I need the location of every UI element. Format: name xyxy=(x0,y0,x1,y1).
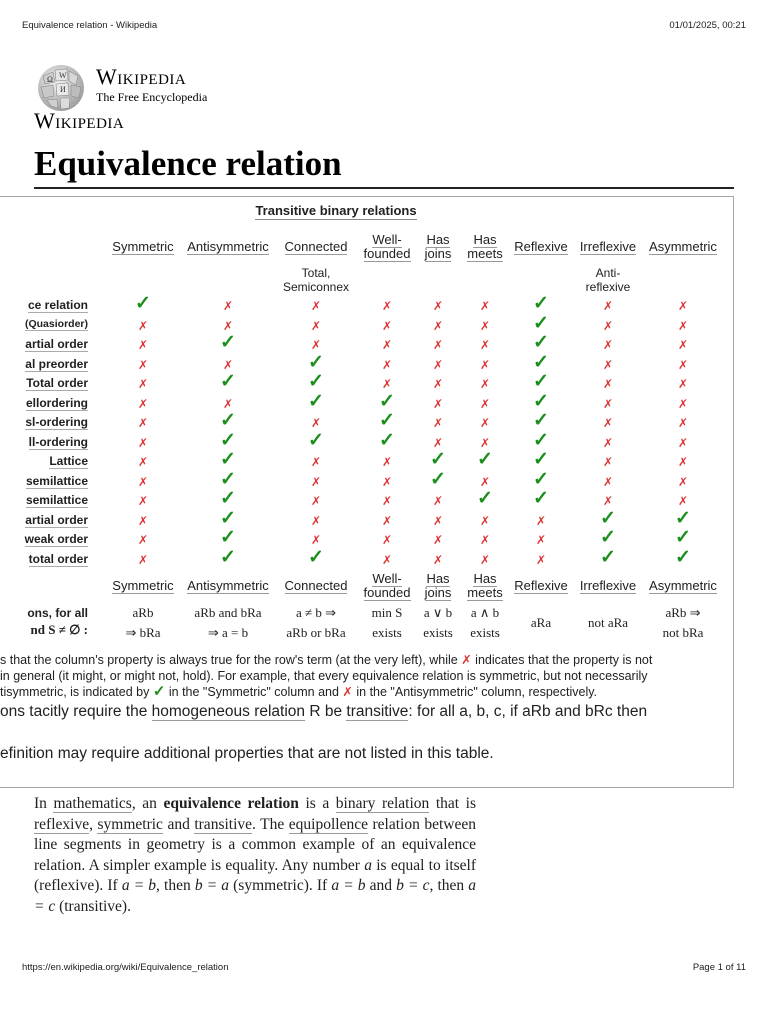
cross-icon: ✗ xyxy=(310,494,322,508)
check-icon: ✓ xyxy=(379,410,395,431)
row-label[interactable]: semilattice xyxy=(25,493,88,507)
cross-icon: ✗ xyxy=(432,396,444,411)
check-icon: ✓ xyxy=(533,371,549,392)
title-divider xyxy=(34,187,734,189)
check-icon: ✓ xyxy=(675,546,691,568)
definition-cell xyxy=(511,615,571,631)
definition-line: aRb or bRa xyxy=(286,625,346,640)
wikipedia-wordmark-alt: Wikipedia xyxy=(34,108,125,133)
check-icon: ✓ xyxy=(379,390,395,412)
check-icon: ✓ xyxy=(675,507,691,529)
cross-icon: ✗ xyxy=(602,494,614,508)
cross-icon: ✗ xyxy=(677,299,689,313)
cross-icon: ✗ xyxy=(432,357,444,372)
check-icon: ✓ xyxy=(533,293,549,314)
check-icon: ✓ xyxy=(533,410,549,431)
row-label[interactable]: total order xyxy=(28,551,88,566)
cross-icon: ✗ xyxy=(602,435,614,450)
cross-icon: ✗ xyxy=(479,299,491,313)
definition-line: min S xyxy=(371,605,403,620)
definition-cell xyxy=(645,605,721,641)
definition-line: exists xyxy=(423,625,453,640)
transitive-relations-navbox xyxy=(0,196,734,788)
cross-icon: ✗ xyxy=(310,533,322,547)
cross-icon: ✗ xyxy=(479,474,491,489)
definition-cell xyxy=(362,605,412,641)
row-label[interactable]: sl-ordering xyxy=(25,415,88,429)
col-header-antisymmetric[interactable]: Antisymmetric xyxy=(187,239,269,254)
definitions-label-line1: ons, for all xyxy=(27,606,88,620)
equipollence-link[interactable]: equipollence xyxy=(288,815,368,833)
check-icon: ✓ xyxy=(533,468,549,490)
check-icon: ✓ xyxy=(533,312,549,334)
cross-icon: ✗ xyxy=(381,552,393,567)
definition-line: not aRa xyxy=(587,615,629,630)
row-label[interactable]: Lattice xyxy=(49,454,88,468)
cross-icon: ✗ xyxy=(602,318,614,333)
wikipedia-wordmark: Wikipedia xyxy=(96,64,187,89)
col-footer-symmetric[interactable]: Symmetric xyxy=(112,578,174,593)
check-icon: ✓ xyxy=(220,410,236,431)
definition-line: not bRa xyxy=(662,625,704,640)
col-footer-well-founded[interactable]: Well-founded xyxy=(363,571,411,600)
cross-icon: ✗ xyxy=(479,552,491,567)
cross-icon: ✗ xyxy=(479,318,491,333)
row-label[interactable]: artial order xyxy=(25,512,88,527)
col-header-well-founded[interactable]: Well-founded xyxy=(363,232,411,261)
cross-icon: ✗ xyxy=(381,299,393,313)
cross-icon: ✗ xyxy=(310,318,322,333)
definition-line: exists xyxy=(470,625,500,640)
symmetric-link[interactable]: symmetric xyxy=(97,815,163,833)
cross-icon: ✗ xyxy=(381,533,393,547)
col-footer-reflexive[interactable]: Reflexive xyxy=(514,578,568,593)
check-icon: ✓ xyxy=(220,507,236,529)
cross-icon: ✗ xyxy=(137,377,149,391)
cross-icon: ✗ xyxy=(479,338,491,352)
svg-text:И: И xyxy=(60,85,66,94)
print-footer xyxy=(22,962,746,976)
cross-icon: ✗ xyxy=(432,552,444,567)
cross-icon: ✗ xyxy=(432,435,444,450)
irreflexive-synonyms: Anti-reflexive xyxy=(585,266,631,294)
check-icon: ✓ xyxy=(308,351,324,373)
row-label[interactable]: Total order xyxy=(26,376,88,390)
check-icon: ✓ xyxy=(135,293,151,314)
cross-icon: ✗ xyxy=(602,416,614,430)
check-icon: ✓ xyxy=(152,683,166,700)
check-icon: ✓ xyxy=(600,527,616,548)
cross-icon: ✗ xyxy=(137,435,149,450)
cross-icon: ✗ xyxy=(677,474,689,489)
cross-icon: ✗ xyxy=(222,396,234,411)
check-icon: ✓ xyxy=(675,527,691,548)
cross-icon: ✗ xyxy=(381,357,393,372)
check-icon: ✓ xyxy=(533,429,549,451)
cross-icon: ✗ xyxy=(677,455,689,469)
reflexive-link[interactable]: reflexive xyxy=(34,815,90,833)
cross-icon: ✗ xyxy=(222,357,234,372)
definition-line: a ∧ b xyxy=(470,605,500,620)
definition-cell xyxy=(113,605,173,641)
cross-icon: ✗ xyxy=(602,299,614,313)
cross-icon: ✗ xyxy=(381,494,393,508)
cross-icon: ✗ xyxy=(137,357,149,372)
check-icon: ✓ xyxy=(533,390,549,412)
col-header-connected[interactable]: Connected xyxy=(284,239,348,254)
cross-icon: ✗ xyxy=(137,513,149,528)
check-icon: ✓ xyxy=(477,449,493,470)
print-header-title: Equivalence relation - Wikipedia xyxy=(22,20,158,31)
legend-text: in general (it might, or might not, hold). For example, that every equivalence relation is symmetric, but not necessarily xyxy=(0,669,648,683)
cross-icon: ✗ xyxy=(677,377,689,391)
check-icon: ✓ xyxy=(308,390,324,412)
cross-icon: ✗ xyxy=(432,377,444,391)
cross-icon: ✗ xyxy=(342,685,353,699)
check-icon: ✓ xyxy=(533,351,549,373)
cross-icon: ✗ xyxy=(677,338,689,352)
intro-paragraph: In mathematics, an equivalence relation is a binary relation that is reflexive, symmetric and transitive. The equipollence relation between line segments in geometry is a common example of an equivalence relation. A simpler example is equality. Any number a is equal to itself (reflexive). If a = b, then b = a (symmetric). If a = b and b = c, then a = c (transitive). xyxy=(34,795,477,915)
col-header-symmetric[interactable]: Symmetric xyxy=(112,239,174,254)
cross-icon: ✗ xyxy=(432,318,444,333)
definition-cell xyxy=(188,605,268,641)
col-footer-has-joins[interactable]: Has joins xyxy=(424,571,452,600)
navbox-note-transitive: ons tacitly require the homogeneous relation R be transitive: for all a, b, c, if aRb and bRc then xyxy=(0,703,648,720)
col-header-irreflexive[interactable]: Irreflexive xyxy=(579,239,637,254)
svg-text:Ω: Ω xyxy=(47,75,53,84)
cross-icon: ✗ xyxy=(137,494,149,508)
cross-icon: ✗ xyxy=(602,357,614,372)
cross-icon: ✗ xyxy=(602,396,614,411)
cross-icon: ✗ xyxy=(602,474,614,489)
check-icon: ✓ xyxy=(220,546,236,568)
cross-icon: ✗ xyxy=(535,533,547,547)
check-icon: ✓ xyxy=(220,527,236,548)
row-label[interactable]: al preorder xyxy=(25,356,88,371)
row-label[interactable]: artial order xyxy=(25,337,88,351)
definition-line: aRb ⇒ xyxy=(665,605,701,620)
check-icon: ✓ xyxy=(220,429,236,451)
binary-relation-link[interactable]: binary relation xyxy=(335,795,430,812)
cross-icon: ✗ xyxy=(432,533,444,547)
transitive-link[interactable]: transitive xyxy=(194,815,253,833)
row-label[interactable]: ellordering xyxy=(25,395,88,410)
definition-line: aRb and bRa xyxy=(194,605,262,620)
cross-icon: ✗ xyxy=(222,299,234,313)
check-icon: ✓ xyxy=(533,449,549,470)
row-label[interactable]: (Quasiorder) xyxy=(24,317,88,330)
cross-icon: ✗ xyxy=(479,396,491,411)
check-icon: ✓ xyxy=(477,488,493,509)
cross-icon: ✗ xyxy=(479,377,491,391)
cross-icon: ✗ xyxy=(222,318,234,333)
cross-icon: ✗ xyxy=(310,474,322,489)
cross-icon: ✗ xyxy=(432,513,444,528)
check-icon: ✓ xyxy=(533,332,549,353)
cross-icon: ✗ xyxy=(432,416,444,430)
cross-icon: ✗ xyxy=(602,455,614,469)
transitive-link[interactable]: transitive xyxy=(346,703,409,720)
legend-text: tisymmetric, is indicated by xyxy=(0,685,153,699)
check-icon: ✓ xyxy=(220,449,236,470)
cross-icon: ✗ xyxy=(137,416,149,430)
definitions-label-line2: nd S ≠ ∅ : xyxy=(30,622,88,637)
cross-icon: ✗ xyxy=(677,357,689,372)
row-label[interactable]: ll-ordering xyxy=(28,434,88,449)
cross-icon: ✗ xyxy=(432,299,444,313)
col-header-asymmetric[interactable]: Asymmetric xyxy=(649,239,717,254)
check-icon: ✓ xyxy=(308,429,324,451)
row-label[interactable]: weak order xyxy=(24,532,88,546)
definition-line: a ∨ b xyxy=(423,605,453,620)
cross-icon: ✗ xyxy=(137,338,149,352)
mathematics-link[interactable]: mathematics xyxy=(53,795,132,812)
check-icon: ✓ xyxy=(220,371,236,392)
check-icon: ✓ xyxy=(430,468,446,490)
cross-icon: ✗ xyxy=(479,416,491,430)
wikipedia-tagline: The Free Encyclopedia xyxy=(96,90,208,104)
cross-icon: ✗ xyxy=(381,455,393,469)
cross-icon: ✗ xyxy=(381,474,393,489)
definition-line: a ≠ b ⇒ xyxy=(295,605,337,620)
navbox-title[interactable]: Transitive binary relations xyxy=(255,203,417,218)
cross-icon: ✗ xyxy=(432,338,444,352)
definition-line: ⇒ a = b xyxy=(207,625,249,640)
cross-icon: ✗ xyxy=(310,513,322,528)
definition-line: aRa xyxy=(530,615,552,630)
legend-text: s that the column's property is always true for the row's term (at the very left), while xyxy=(0,653,462,667)
check-icon: ✓ xyxy=(430,449,446,470)
col-footer-antisymmetric[interactable]: Antisymmetric xyxy=(187,578,269,593)
definition-line: exists xyxy=(372,625,402,640)
print-header-date: 01/01/2025, 00:21 xyxy=(669,20,746,31)
print-footer-page: Page 1 of 11 xyxy=(692,962,746,973)
cross-icon: ✗ xyxy=(310,455,322,469)
cross-icon: ✗ xyxy=(137,474,149,489)
check-icon: ✓ xyxy=(220,488,236,509)
cross-icon: ✗ xyxy=(461,653,472,667)
cross-icon: ✗ xyxy=(137,318,149,333)
definition-line: aRb xyxy=(132,605,154,620)
cross-icon: ✗ xyxy=(381,513,393,528)
definition-cell xyxy=(576,615,640,631)
cross-icon: ✗ xyxy=(137,533,149,547)
definition-line: ⇒ bRa xyxy=(125,625,161,640)
cross-icon: ✗ xyxy=(137,552,149,567)
cross-icon: ✗ xyxy=(602,338,614,352)
cross-icon: ✗ xyxy=(310,338,322,352)
cross-icon: ✗ xyxy=(677,396,689,411)
row-label[interactable]: semilattice xyxy=(25,473,88,488)
print-footer-url: https://en.wikipedia.org/wiki/Equivalence_relation xyxy=(22,962,229,973)
col-footer-connected[interactable]: Connected xyxy=(284,578,348,593)
cross-icon: ✗ xyxy=(432,494,444,508)
navbox-note-additional: efinition may require additional properties that are not listed in this table. xyxy=(0,745,494,762)
definition-cell xyxy=(418,605,458,641)
svg-text:W: W xyxy=(59,71,67,80)
connected-synonyms: Total, Semiconnex xyxy=(282,266,350,294)
print-header xyxy=(22,20,746,34)
check-icon: ✓ xyxy=(600,546,616,568)
check-icon: ✓ xyxy=(220,468,236,490)
cross-icon: ✗ xyxy=(381,318,393,333)
col-footer-asymmetric[interactable]: Asymmetric xyxy=(649,578,717,593)
cross-icon: ✗ xyxy=(479,533,491,547)
wikipedia-globe-icon[interactable] xyxy=(33,62,89,112)
check-icon: ✓ xyxy=(600,507,616,529)
col-header-has-joins[interactable]: Has joins xyxy=(424,232,452,261)
cross-icon: ✗ xyxy=(677,494,689,508)
cross-icon: ✗ xyxy=(381,377,393,391)
cross-icon: ✗ xyxy=(310,416,322,430)
check-icon: ✓ xyxy=(308,546,324,568)
cross-icon: ✗ xyxy=(310,299,322,313)
bold-term: equivalence relation xyxy=(163,795,299,812)
col-footer-irreflexive[interactable]: Irreflexive xyxy=(579,578,637,593)
definition-cell xyxy=(276,605,356,641)
cross-icon: ✗ xyxy=(677,435,689,450)
legend-text: indicates that the property is not xyxy=(471,653,653,667)
cross-icon: ✗ xyxy=(479,513,491,528)
cross-icon: ✗ xyxy=(381,338,393,352)
col-footer-has-meets[interactable]: Has meets xyxy=(467,571,503,600)
row-label[interactable]: ce relation xyxy=(27,298,88,312)
check-icon: ✓ xyxy=(379,429,395,451)
cross-icon: ✗ xyxy=(479,357,491,372)
page-title: Equivalence relation xyxy=(34,144,342,183)
cross-icon: ✗ xyxy=(137,396,149,411)
cross-icon: ✗ xyxy=(677,318,689,333)
cross-icon: ✗ xyxy=(535,552,547,567)
definition-cell xyxy=(464,605,506,641)
check-icon: ✓ xyxy=(308,371,324,392)
cross-icon: ✗ xyxy=(602,377,614,391)
legend-text: in the "Antisymmetric" column, respectively. xyxy=(352,685,598,699)
homogeneous-relation-link[interactable]: homogeneous relation xyxy=(151,703,306,720)
cross-icon: ✗ xyxy=(479,435,491,450)
check-icon: ✓ xyxy=(533,488,549,509)
cross-icon: ✗ xyxy=(137,455,149,469)
legend-text: in the "Symmetric" column and xyxy=(165,685,343,699)
cross-icon: ✗ xyxy=(677,416,689,430)
check-icon: ✓ xyxy=(220,332,236,353)
col-header-reflexive[interactable]: Reflexive xyxy=(514,239,568,254)
col-header-has-meets[interactable]: Has meets xyxy=(467,232,503,261)
cross-icon: ✗ xyxy=(535,513,547,528)
